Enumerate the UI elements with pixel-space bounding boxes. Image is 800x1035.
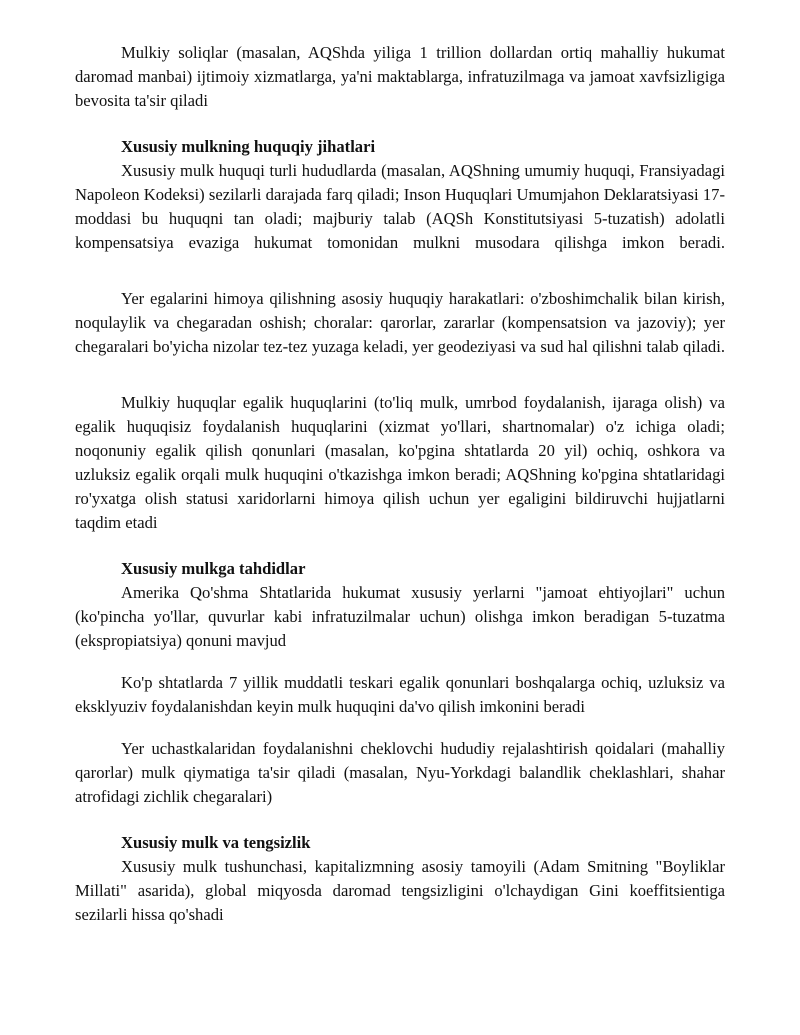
paragraph-zoning: Yer uchastkalaridan foydalanishni cheklovchi hududiy rejalashtirish qoidalari (mahalliy qarorlar) mulk qiymatiga ta'sir qiladi (masalan, Nyu-Yorkdagi balandlik cheklashlari, shahar atrofidagi zichlik chegaralari) xyxy=(75,739,725,806)
spacer xyxy=(75,809,725,831)
spacer xyxy=(75,255,725,287)
spacer xyxy=(75,359,725,391)
paragraph-landowner-protection: Yer egalarini himoya qilishning asosiy huquqiy harakatlari: o'zboshimchalik bilan kirish, noqulaylik va chegaradan oshish; choralar: qarorlar, zararlar (kompensatsion va jazoviy); yer chegaralari bo'yicha nizolar tez-tez yuzaga keladi, yer geodeziyasi va sud hal qilishni talab qiladi. xyxy=(75,289,725,356)
spacer xyxy=(75,653,725,671)
paragraph-eminent-domain: Amerika Qo'shma Shtatlarida hukumat xususiy yerlarni "jamoat ehtiyojlari" uchun (ko'pincha yo'llar, quvurlar kabi infratuzilmalar uchun) olishga imkon beradigan 5-tuzatma (ekspropiatsiya) qonuni mavjud xyxy=(75,583,725,650)
paragraph-property-rights: Mulkiy huquqlar egalik huquqlarini (to'liq mulk, umrbod foydalanish, ijaraga olish) va egalik huquqisiz foydalanish huquqlarini (xizmat yo'llari, shartnomalar) o'z ichiga oladi; noqonuniy egalik qilish qonunlari (masalan, ko'pgina shtatlarda 20 yil) ochiq, oshkora va uzluksiz egalik orqali mulk huquqini o'tkazishga imkon beradi; AQShning ko'pgina shtatlaridagi ro'yxatga olish statusi xaridorlarni himoya qilish uchun yer egaligini bildiruvchi hujjatlarni taqdim etadi xyxy=(75,393,725,532)
paragraph-inequality: Xususiy mulk tushunchasi, kapitalizmning asosiy tamoyili (Adam Smitning "Boyliklar Millati" asarida), global miqyosda daromad tengsizligini o'lchaydigan Gini koeffitsientiga sezilarli hissa qo'shadi xyxy=(75,857,725,924)
heading-inequality: Xususiy mulk va tengsizlik xyxy=(121,833,311,852)
document-page xyxy=(75,41,725,927)
spacer xyxy=(75,719,725,737)
spacer xyxy=(75,113,725,135)
heading-legal-aspects: Xususiy mulkning huquqiy jihatlari xyxy=(121,137,376,156)
spacer xyxy=(75,535,725,557)
heading-threats: Xususiy mulkga tahdidlar xyxy=(121,559,306,578)
paragraph-property-taxes: Mulkiy soliqlar (masalan, AQShda yiliga 1 trillion dollardan ortiq mahalliy hukumat daromad manbai) ijtimoiy xizmatlarga, ya'ni maktablarga, infratuzilmaga va jamoat xavfsizligiga bevosita ta'sir qiladi xyxy=(75,43,725,110)
paragraph-adverse-possession: Ko'p shtatlarda 7 yillik muddatli teskari egalik qonunlari boshqalarga ochiq, uzluksiz va eksklyuziv foydalanishdan keyin mulk huquqini da'vo qilish imkonini beradi xyxy=(75,673,725,716)
paragraph-legal-aspects: Xususiy mulk huquqi turli hududlarda (masalan, AQShning umumiy huquqi, Fransiyadagi Napoleon Kodeksi) sezilarli darajada farq qiladi; Inson Huquqlari Umumjahon Deklaratsiyasi 17-moddasi bu huquqni tan oladi; majburiy talab (AQSh Konstitutsiyasi 5-tuzatish) adolatli kompensatsiya evaziga hukumat tomonidan mulkni musodara qilishga imkon beradi. xyxy=(75,161,725,252)
